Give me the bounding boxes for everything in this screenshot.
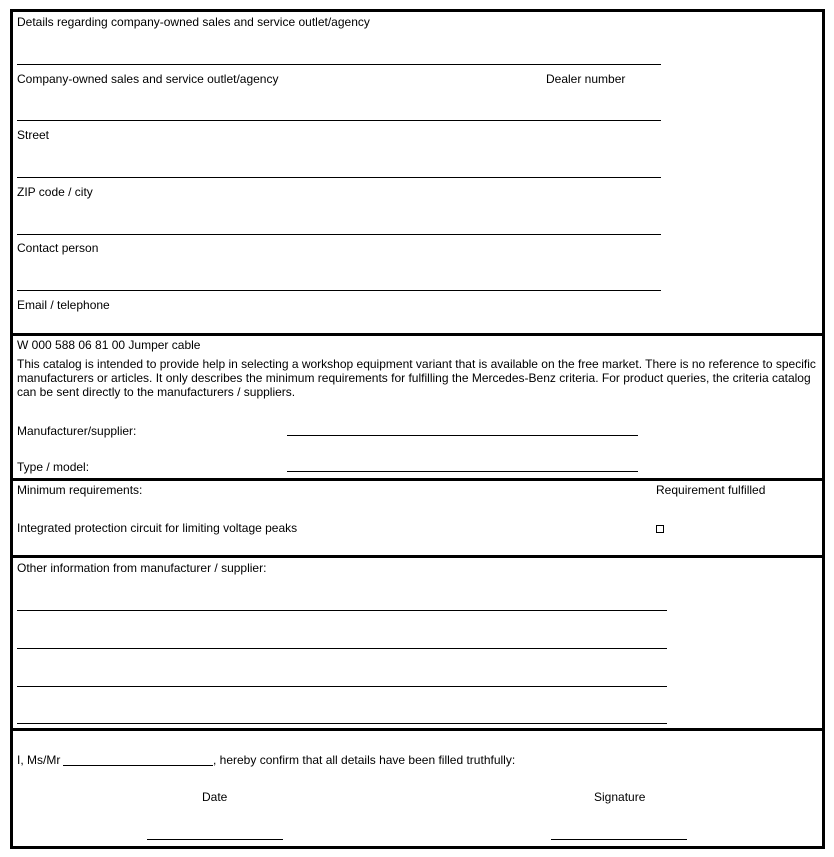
outlet-label: Company-owned sales and service outlet/agency xyxy=(17,72,279,86)
manufacturer-label: Manufacturer/supplier: xyxy=(17,424,137,438)
signature-label: Signature xyxy=(594,790,646,804)
requirement-item: Integrated protection circuit for limiting voltage peaks xyxy=(17,521,298,535)
other-info-line[interactable] xyxy=(17,686,667,687)
requirement-checkbox[interactable] xyxy=(656,525,664,533)
manufacturer-field[interactable] xyxy=(287,435,638,436)
other-info-line[interactable] xyxy=(17,648,667,649)
street-label: Street xyxy=(17,128,50,142)
date-label: Date xyxy=(202,790,228,804)
signature-field[interactable] xyxy=(551,839,687,840)
email-telephone-field[interactable] xyxy=(17,290,661,291)
requirement-fulfilled-heading: Requirement fulfilled xyxy=(656,483,766,497)
name-field[interactable] xyxy=(63,765,213,766)
zip-city-label: ZIP code / city xyxy=(17,185,93,199)
section-divider xyxy=(10,478,825,481)
section-divider xyxy=(10,555,825,558)
contact-person-label: Contact person xyxy=(17,241,99,255)
street-field[interactable] xyxy=(17,120,661,121)
other-information-heading: Other information from manufacturer / supplier: xyxy=(17,561,267,575)
type-model-label: Type / model: xyxy=(17,460,90,474)
catalog-description: This catalog is intended to provide help in selecting a workshop equipment variant that is available on the free market. There is no reference to specific manufacturers or articles. It only describes the minimum requirements for fulfilling the Mercedes-Benz criteria. For product queries, the criteria catalog can be sent directly to the manufacturers / suppliers. xyxy=(17,357,816,399)
section1-heading: Details regarding company-owned sales and service outlet/agency xyxy=(17,15,370,29)
product-title: W 000 588 06 81 00 Jumper cable xyxy=(17,338,201,352)
confirm-prefix: I, Ms/Mr xyxy=(17,753,61,767)
confirm-statement: , hereby confirm that all details have been filled truthfully: xyxy=(213,753,516,767)
other-info-line[interactable] xyxy=(17,610,667,611)
zip-city-field[interactable] xyxy=(17,177,661,178)
email-telephone-label: Email / telephone xyxy=(17,298,110,312)
minimum-requirements-heading: Minimum requirements: xyxy=(17,483,143,497)
date-field[interactable] xyxy=(147,839,283,840)
outlet-field[interactable] xyxy=(17,64,661,65)
section-divider xyxy=(10,728,825,731)
other-info-line[interactable] xyxy=(17,723,667,724)
section-divider xyxy=(10,333,825,336)
dealer-number-label: Dealer number xyxy=(546,72,626,86)
contact-person-field[interactable] xyxy=(17,234,661,235)
type-model-field[interactable] xyxy=(287,471,638,472)
